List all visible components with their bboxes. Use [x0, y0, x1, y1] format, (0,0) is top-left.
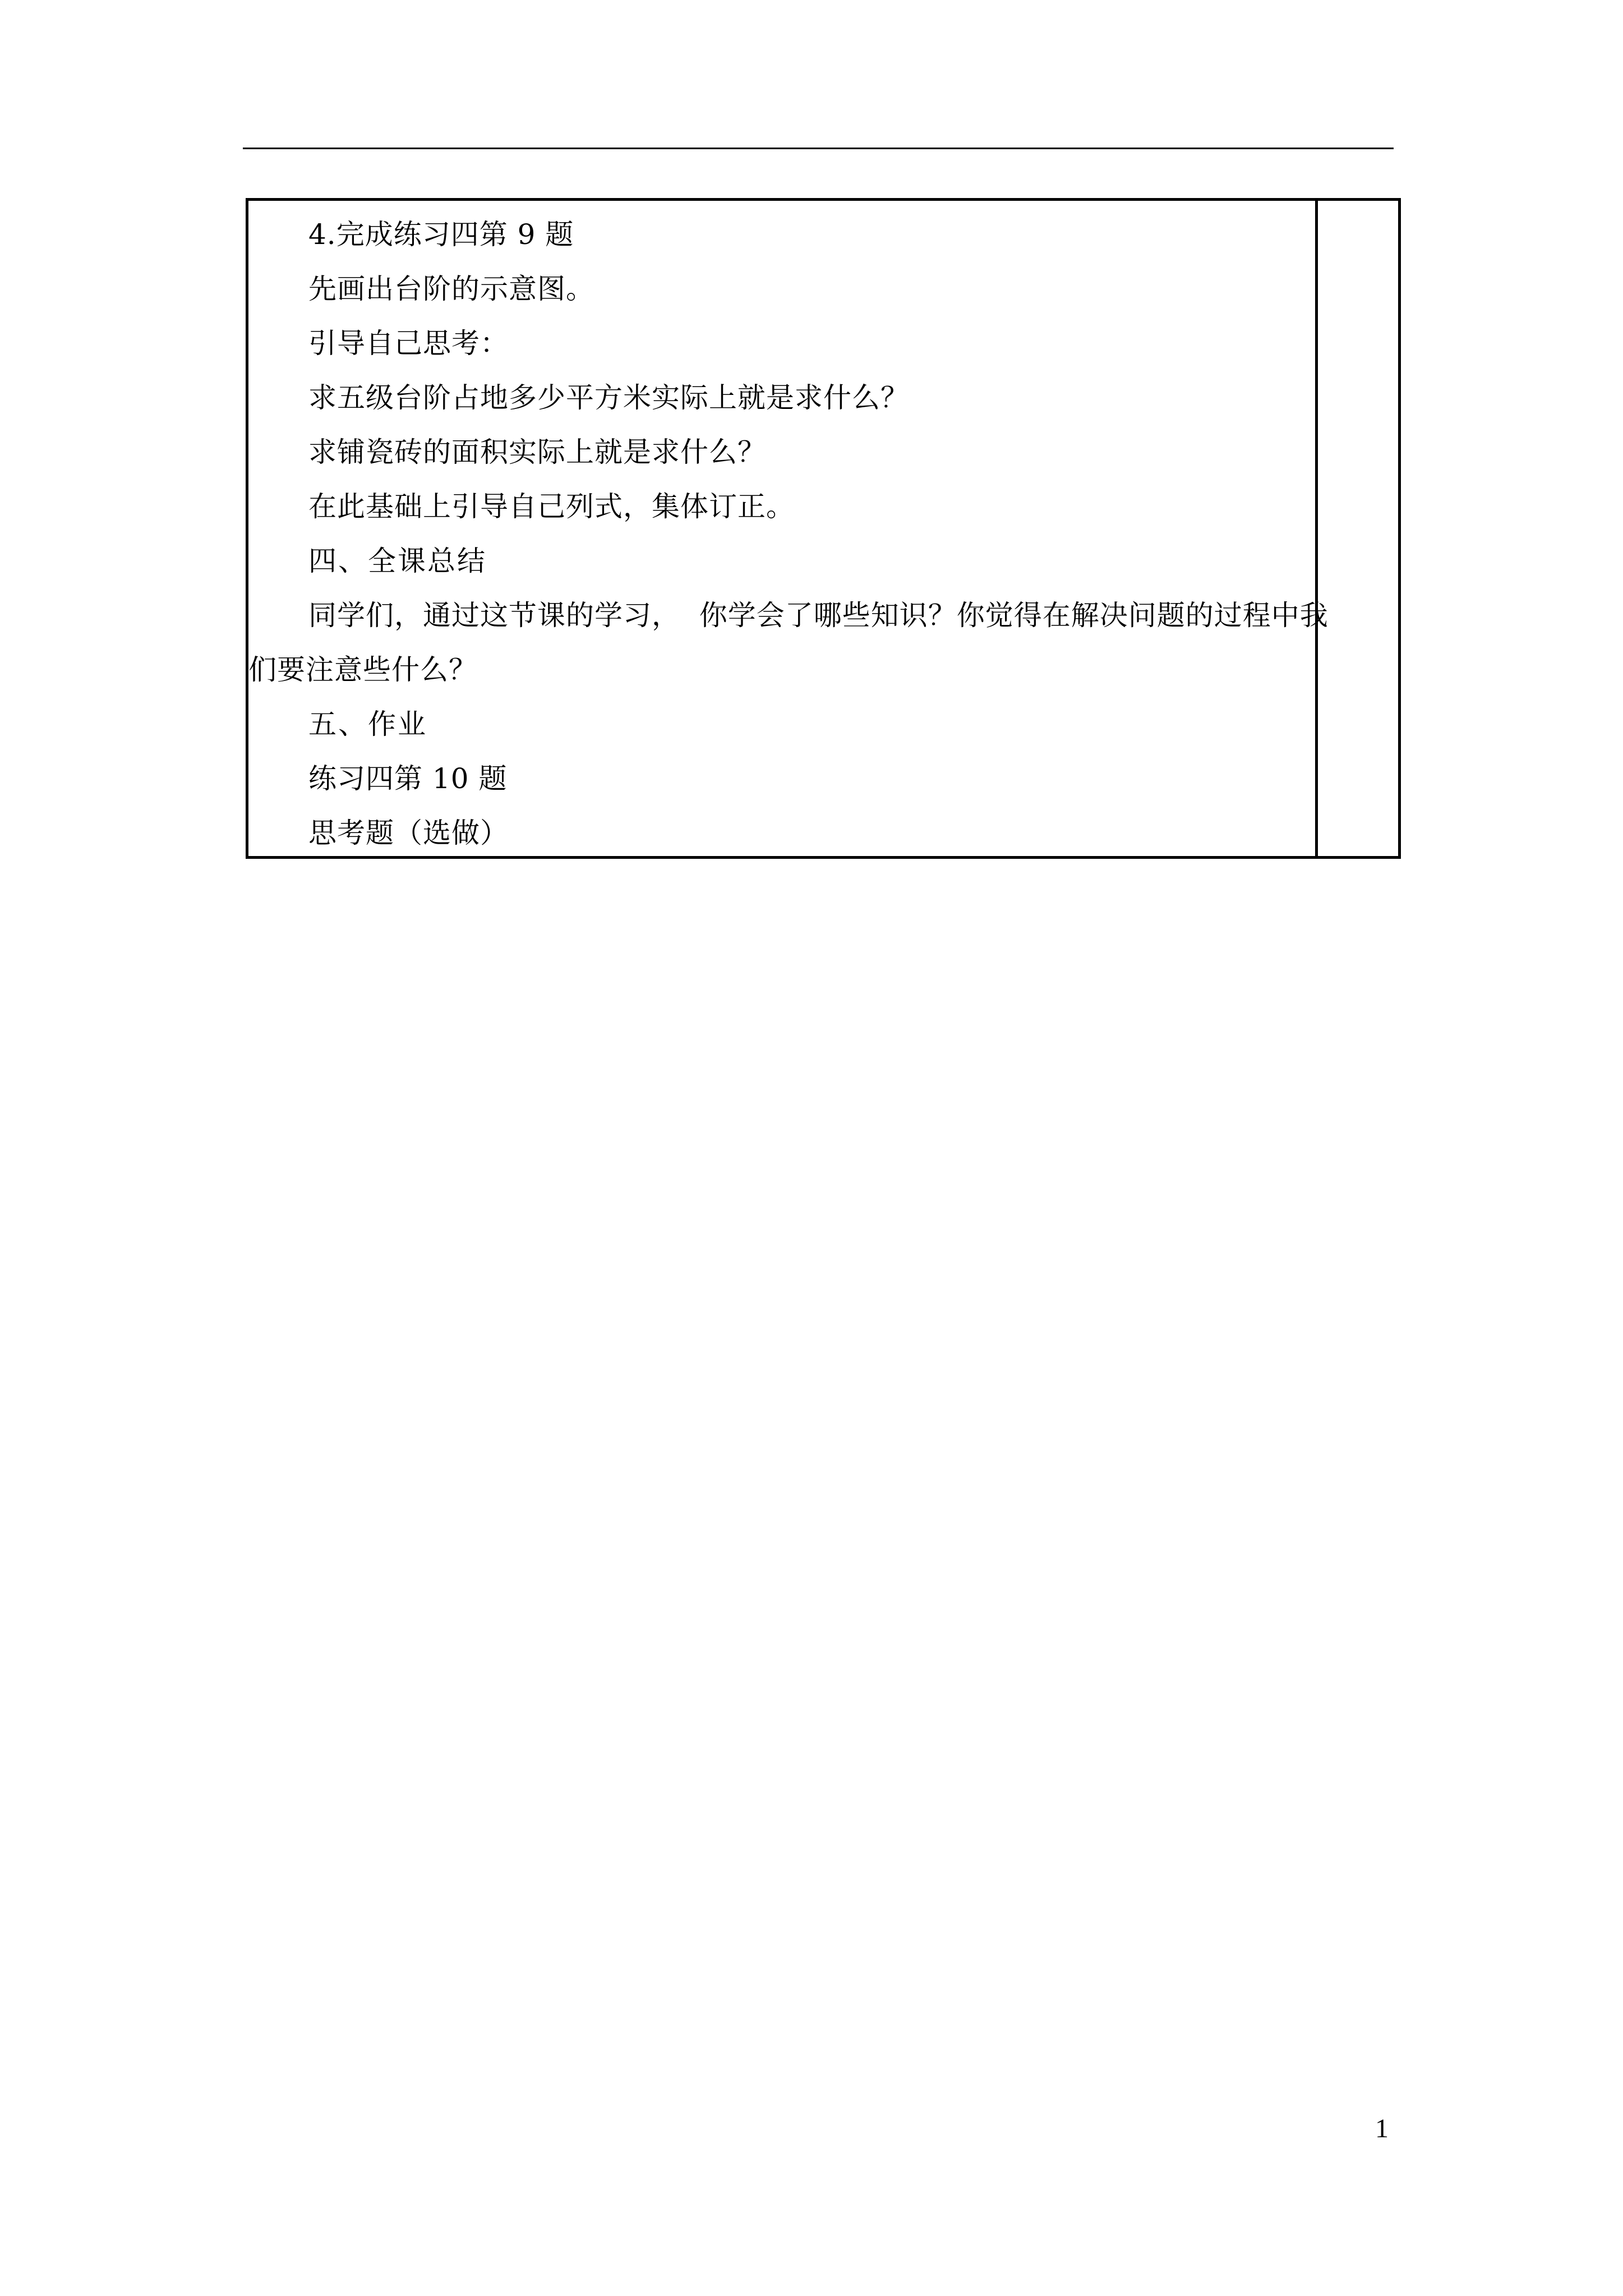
column-divider	[1315, 201, 1318, 856]
header-rule	[243, 148, 1394, 149]
instruction-line: 引导自己思考：	[308, 327, 509, 360]
paragraph-line: 们要注意些什么？	[248, 654, 477, 686]
exercise-item-line: 4.完成练习四第 9 题	[308, 218, 574, 251]
section-heading: 五、作业	[308, 708, 427, 740]
page-number: 1	[1375, 2114, 1389, 2143]
question-line: 求五级台阶占地多少平方米实际上就是求什么？	[308, 381, 909, 414]
instruction-line: 先画出台阶的示意图。	[308, 273, 594, 305]
question-line: 求铺瓷砖的面积实际上就是求什么？	[308, 436, 766, 468]
homework-line: 思考题（选做）	[308, 817, 509, 849]
homework-line: 练习四第 10 题	[308, 762, 508, 795]
lesson-content-cell	[248, 201, 1329, 856]
section-heading: 四、全课总结	[308, 545, 487, 577]
instruction-line: 在此基础上引导自己列式，集体订正。	[308, 490, 795, 523]
lesson-table	[246, 198, 1401, 859]
paragraph-line: 同学们，通过这节课的学习， 你学会了哪些知识？你觉得在解决问题的过程中我	[308, 599, 1329, 632]
